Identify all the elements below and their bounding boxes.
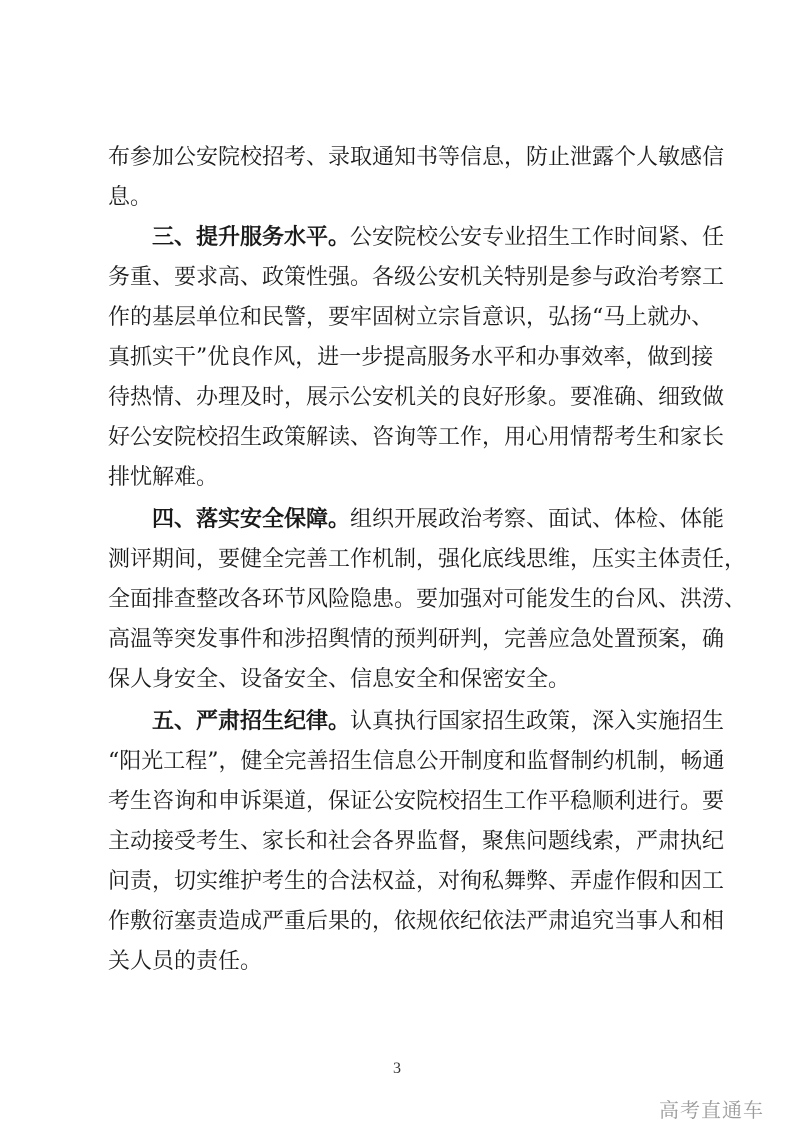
page-number: 3 bbox=[393, 1060, 401, 1077]
body-line: 布参加公安院校招考、录取通知书等信息，防止泄露个人敏感信 bbox=[108, 145, 725, 170]
body-line: 排忧解难。 bbox=[108, 465, 219, 490]
section-heading: 四、落实安全保障。 bbox=[152, 507, 351, 532]
watermark: 高考直通车 bbox=[659, 1098, 764, 1122]
body-line: 息。 bbox=[108, 185, 153, 210]
body-line: 作敷衍塞责造成严重后果的，依规依纪依法严肃追究当事人和相 bbox=[108, 909, 725, 934]
body-line: 好公安院校招生政策解读、咨询等工作，用心用情帮考生和家长 bbox=[108, 425, 725, 450]
body-line: 主动接受考生、家长和社会各界监督，聚焦问题线索，严肃执纪 bbox=[108, 829, 725, 854]
section-heading-line: 三、提升服务水平。公安院校公安专业招生工作时间紧、任 bbox=[152, 225, 725, 250]
body-line: “阳光工程”，健全完善招生信息公开制度和监督制约机制，畅通 bbox=[108, 749, 725, 774]
body-line: 高温等突发事件和涉招舆情的预判研判，完善应急处置预案，确 bbox=[108, 627, 725, 652]
body-line: 真抓实干”优良作风，进一步提高服务水平和办事效率，做到接 bbox=[108, 345, 714, 370]
body-line: 问责，切实维护考生的合法权益，对徇私舞弊、弄虚作假和因工 bbox=[108, 869, 725, 894]
section-heading: 三、提升服务水平。 bbox=[152, 225, 351, 250]
body-line: 全面排查整改各环节风险隐患。要加强对可能发生的台风、洪涝、 bbox=[108, 587, 747, 612]
section-heading-line: 五、严肃招生纪律。认真执行国家招生政策，深入实施招生 bbox=[152, 709, 725, 734]
section-heading-line: 四、落实安全保障。组织开展政治考察、面试、体检、体能 bbox=[152, 507, 725, 532]
body-line: 作的基层单位和民警，要牢固树立宗旨意识，弘扬“马上就办、 bbox=[108, 305, 714, 330]
body-line: 关人员的责任。 bbox=[108, 949, 263, 974]
body-line: 务重、要求高、政策性强。各级公安机关特别是参与政治考察工 bbox=[108, 265, 725, 290]
body-line: 测评期间，要健全完善工作机制，强化底线思维，压实主体责任， bbox=[108, 547, 747, 572]
body-line: 保人身安全、设备安全、信息安全和保密安全。 bbox=[108, 667, 571, 692]
body-line: 考生咨询和申诉渠道，保证公安院校招生工作平稳顺利进行。要 bbox=[108, 789, 725, 814]
body-line: 待热情、办理及时，展示公安机关的良好形象。要准确、细致做 bbox=[108, 385, 725, 410]
section-heading: 五、严肃招生纪律。 bbox=[152, 709, 351, 734]
